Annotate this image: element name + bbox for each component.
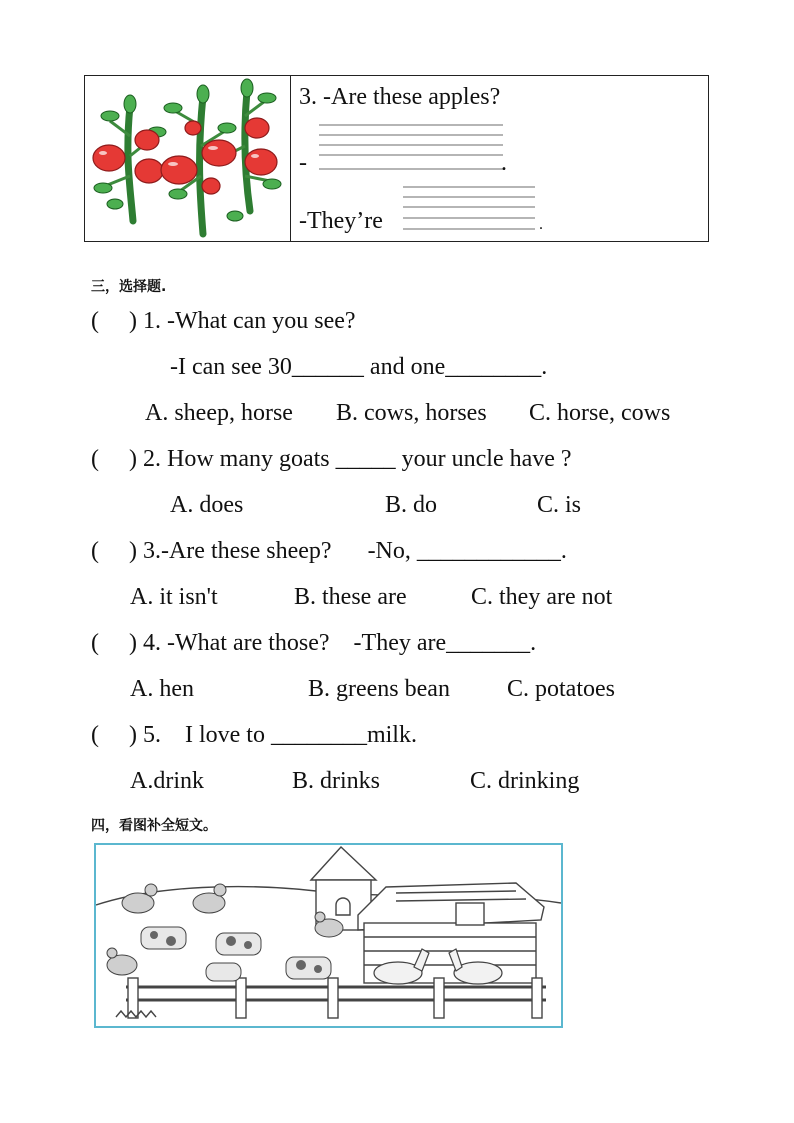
farm-picture (94, 843, 563, 1028)
q1-option-b[interactable]: B. cows, horses (336, 400, 487, 426)
q2-option-b[interactable]: B. do (385, 492, 438, 518)
section-4-title: 四，看图补全短文。 (91, 818, 217, 834)
q5-option-b[interactable]: B. drinks (292, 768, 381, 794)
question-table (84, 75, 709, 242)
q4-option-c[interactable]: C. potatoes (507, 676, 615, 702)
q5-stem: ( ) 5. I love to ________milk. (91, 722, 417, 748)
theyre-blank[interactable] (403, 228, 535, 230)
answer-area (291, 76, 708, 241)
q2-option-c[interactable]: C. is (537, 492, 582, 518)
tomato-plants-picture (85, 76, 291, 241)
q4-stem: ( ) 4. -What are those? -They are_______. (91, 630, 537, 656)
q1-option-c[interactable]: C. horse, cows (529, 400, 671, 426)
theyre-label: -They’re (299, 208, 383, 234)
answer-period: . (501, 150, 507, 176)
q2-stem: ( ) 2. How many goats _____ your uncle have ? (91, 446, 572, 472)
answer-dash: - (299, 150, 307, 176)
q3-option-b[interactable]: B. these are (294, 584, 407, 610)
q1-line2: -I can see 30______ and one________. (170, 354, 548, 380)
q3-option-c[interactable]: C. they are not (471, 584, 613, 610)
q3-question: 3. -Are these apples? (299, 84, 501, 110)
q4-option-a[interactable]: A. hen (130, 676, 194, 702)
section-3-title: 三，选择题. (91, 279, 167, 295)
q5-option-c[interactable]: C. drinking (470, 768, 580, 794)
tomato-plants-illustration (85, 76, 290, 241)
q3-option-a[interactable]: A. it isn't (130, 584, 218, 610)
q3-stem: ( ) 3.-Are these sheep? -No, ____________. (91, 538, 567, 564)
q1-option-a[interactable]: A. sheep, horse (145, 400, 293, 426)
theyre-period: . (539, 216, 543, 233)
q4-option-b[interactable]: B. greens bean (308, 676, 450, 702)
answer-blank[interactable] (319, 168, 503, 170)
q5-option-a[interactable]: A.drink (130, 768, 204, 794)
farm-illustration (96, 845, 561, 1026)
q1-stem: ( ) 1. -What can you see? (91, 308, 356, 334)
q2-option-a[interactable]: A. does (170, 492, 244, 518)
